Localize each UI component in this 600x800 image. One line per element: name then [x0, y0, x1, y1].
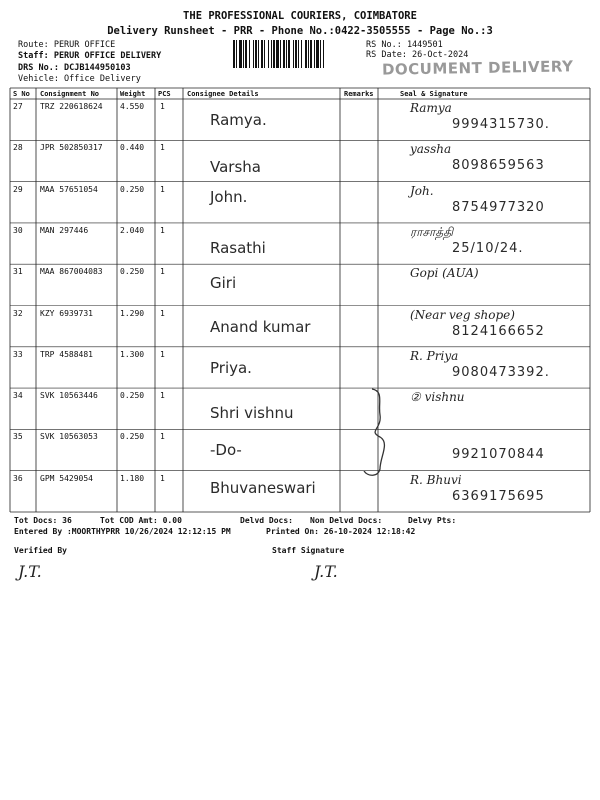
weight-value: 0.250	[120, 432, 145, 442]
non-delivered-docs: Non Delvd Docs:	[310, 516, 383, 525]
receiver-signature: yassha	[410, 142, 452, 157]
consignee-name: -Do-	[210, 441, 242, 460]
total-docs: Tot Docs: 36	[14, 516, 72, 525]
weight-value: 2.040	[120, 225, 145, 235]
pcs-count: 1	[160, 184, 165, 194]
col-header-pcs: PCS	[158, 90, 171, 98]
pcs-count: 1	[160, 102, 165, 111]
col-header-weight: Weight	[120, 90, 146, 98]
document-delivery-stamp: DOCUMENT DELIVERY	[381, 57, 574, 79]
staff-label: Staff: PERUR OFFICE DELIVERY	[18, 51, 162, 61]
consignee-name: Priya.	[210, 358, 252, 377]
weight-value: 1.180	[120, 473, 145, 483]
consignment-number: GPM 5429054	[40, 473, 93, 483]
pcs-count: 1	[160, 391, 165, 401]
route-label: Route: PERUR OFFICE	[18, 40, 116, 50]
verified-by-label: Verified By	[14, 546, 67, 555]
company-title: THE PROFESSIONAL COURIERS, COIMBATORE	[183, 10, 417, 22]
consignment-number: JPR 502850317	[40, 143, 103, 153]
pcs-count: 1	[160, 308, 165, 318]
total-cod-amount: Tot COD Amt: 0.00	[100, 516, 182, 525]
receiver-phone: 25/10/24.	[452, 240, 524, 256]
serial-number: 33	[13, 349, 23, 359]
consignee-name: Varsha	[210, 158, 261, 177]
receiver-phone: 9921070844	[452, 447, 545, 463]
serial-number: 35	[13, 432, 23, 442]
pcs-count: 1	[160, 225, 165, 235]
consignee-name: John.	[210, 187, 248, 206]
consignee-name: Rasathi	[210, 238, 266, 257]
consignee-name: Ramya.	[210, 111, 267, 129]
receiver-signature: Gopi (AUA)	[410, 266, 479, 281]
consignee-name: Bhuvaneswari	[210, 478, 316, 497]
pcs-count: 1	[160, 432, 165, 442]
printed-on: Printed On: 26-10-2024 12:18:42	[266, 527, 416, 536]
entered-by: Entered By :MOORTHYPRR 10/26/2024 12:12:15 PM	[14, 527, 231, 536]
consignment-number: MAN 297446	[40, 225, 89, 235]
weight-value: 0.440	[120, 143, 145, 153]
receiver-signature: R. Bhuvi	[410, 472, 462, 487]
col-header-sno: S No	[13, 90, 30, 98]
col-header-remarks: Remarks	[344, 90, 374, 98]
consignee-name: Shri vishnu	[210, 404, 294, 423]
consignment-number: SVK 10563446	[40, 391, 98, 401]
staff-initials: J.T.	[314, 562, 338, 581]
serial-number: 31	[13, 267, 23, 277]
col-header-consignee: Consignee Details	[187, 90, 259, 98]
weight-value: 4.550	[120, 102, 145, 111]
receiver-signature: ராசாத்தி	[410, 224, 454, 239]
col-header-signature: Seal & Signature	[400, 90, 468, 98]
consignment-number: KZY 6939731	[40, 308, 93, 318]
serial-number: 27	[13, 102, 23, 111]
vehicle-label: Vehicle: Office Delivery	[18, 74, 141, 84]
bracket-mark	[358, 385, 398, 485]
receiver-phone: 9080473392.	[452, 364, 550, 380]
pcs-count: 1	[160, 473, 165, 483]
serial-number: 29	[13, 184, 23, 194]
receiver-signature: (Near veg shope)	[410, 307, 515, 322]
consignee-name: Anand kumar	[210, 317, 311, 336]
pcs-count: 1	[160, 143, 165, 153]
serial-number: 36	[13, 473, 23, 483]
serial-number: 30	[13, 225, 23, 235]
weight-value: 0.250	[120, 184, 145, 194]
weight-value: 1.290	[120, 308, 145, 318]
receiver-signature: Ramya	[410, 101, 452, 115]
pcs-count: 1	[160, 349, 165, 359]
weight-value: 1.300	[120, 349, 145, 359]
receiver-signature: Joh.	[410, 183, 434, 198]
verified-initials: J.T.	[18, 562, 42, 581]
delivery-points: Delvy Pts:	[408, 516, 457, 525]
receiver-phone: 8098659563	[452, 158, 545, 174]
pcs-count: 1	[160, 267, 165, 277]
consignment-number: TRZ 220618624	[40, 102, 103, 111]
drs-number: DRS No.: DCJB144950103	[18, 63, 131, 73]
receiver-signature: ② vishnu	[410, 390, 465, 405]
delivered-docs: Delvd Docs:	[240, 516, 293, 525]
consignment-number: TRP 4588481	[40, 349, 93, 359]
receiver-phone: 8754977320	[452, 199, 545, 215]
serial-number: 28	[13, 143, 23, 153]
serial-number: 32	[13, 308, 23, 318]
serial-number: 34	[13, 391, 23, 401]
receiver-phone: 9994315730.	[452, 117, 550, 132]
consignment-number: MAA 57651054	[40, 184, 98, 194]
weight-value: 0.250	[120, 391, 145, 401]
receiver-phone: 8124166652	[452, 323, 545, 339]
receiver-phone: 6369175695	[452, 488, 545, 504]
col-header-consignment: Consignment No	[40, 90, 100, 98]
rs-date: RS Date: 26-Oct-2024	[366, 50, 469, 60]
receiver-signature: R. Priya	[410, 348, 459, 363]
runsheet-subtitle: Delivery Runsheet - PRR - Phone No.:0422-3505555 - Page No.:3	[107, 25, 493, 37]
consignment-number: MAA 867004083	[40, 267, 103, 277]
rs-number: RS No.: 1449501	[366, 40, 443, 50]
consignment-number: SVK 10563053	[40, 432, 98, 442]
weight-value: 0.250	[120, 267, 145, 277]
staff-signature-label: Staff Signature	[272, 546, 345, 555]
consignee-name: Giri	[210, 274, 237, 293]
